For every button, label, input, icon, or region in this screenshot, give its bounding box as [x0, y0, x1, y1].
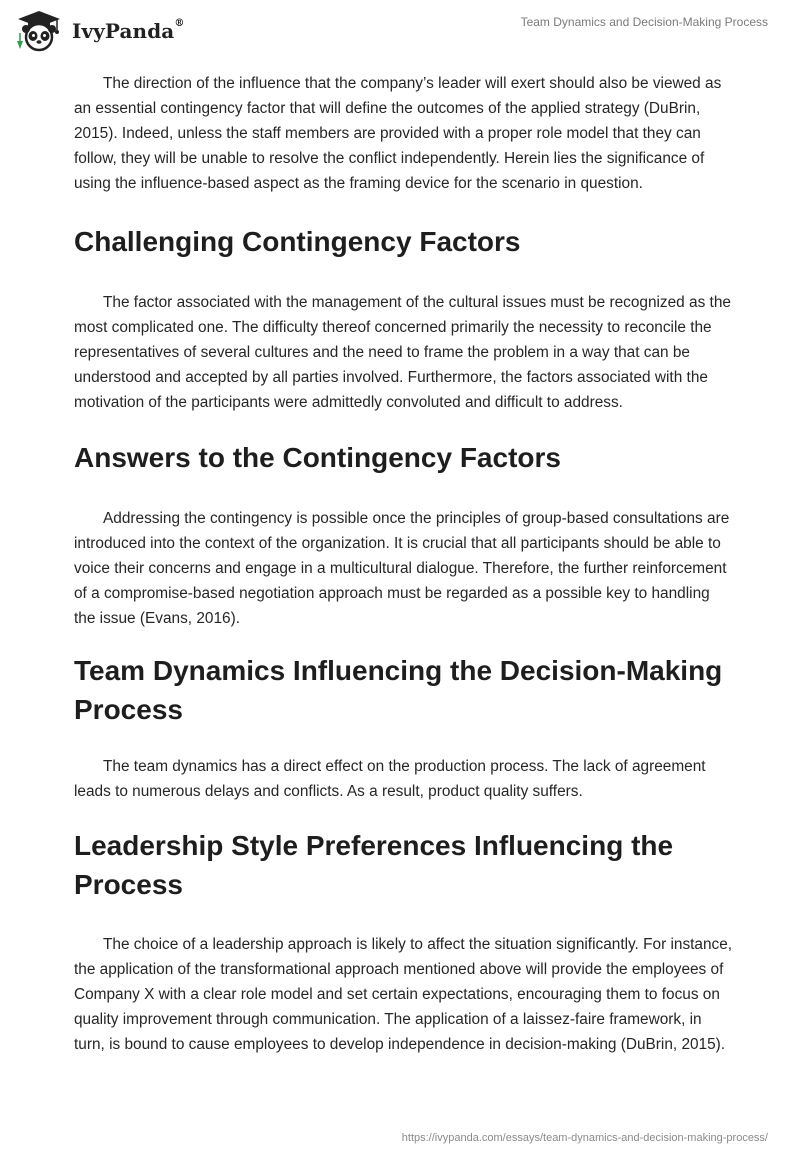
- paragraph-group-consultations: Addressing the contingency is possible once the principles of group-based consultations are introduced into the context of the organization. It is crucial that all participants should be able to voice their concerns and engage in a multicultural dialogue. Therefore, the further reinforcement of a compromise-based negotiation approach must be regarded as a possible key to handling the issue (Evans, 2016).: [74, 510, 730, 627]
- paragraph-influence-direction: The direction of the influence that the company’s leader will exert should also be viewed as an essential contingency factor that will define the outcomes of the applied strategy (DuBrin, 2015). Indeed, unless the staff members are provided with a proper role model that they can follow, they will be unable to resolve the conflict independently. Herein lies the significance of using the influence-based aspect as the framing device for the scenario in question.: [74, 75, 722, 192]
- heading-team-dynamics: Team Dynamics Influencing the Decision-Making Process: [74, 655, 723, 725]
- source-url-link[interactable]: https://ivypanda.com/essays/team-dynamics-and-decision-making-process/: [401, 1132, 768, 1144]
- paragraph-leadership-approach: The choice of a leadership approach is likely to affect the situation significantly. For instance, the application of the transformational approach mentioned above will provide the employees of Company X with a clear role model and set certain expectations, encouraging them to focus on quality improvement through communication. The application of a laissez-faire framework, in turn, is bound to cause employees to develop independence in decision-making (DuBrin, 2015).: [74, 936, 733, 1053]
- heading-challenging-factors: Challenging Contingency Factors: [74, 226, 521, 257]
- heading-answers: Answers to the Contingency Factors: [74, 442, 561, 473]
- heading-leadership-style: Leadership Style Preferences Influencing the Process: [74, 830, 674, 900]
- document-title: Team Dynamics and Decision-Making Process: [520, 15, 768, 29]
- brand-logo[interactable]: [14, 9, 184, 53]
- brand-name: IvyPanda®: [72, 18, 185, 43]
- paragraph-cultural-issues: The factor associated with the management of the cultural issues must be recognized as the most complicated one. The difficulty thereof concerned primarily the necessity to reconcile the representatives of several cultures and the need to frame the problem in a way that can be understood and accepted by all parties involved. Furthermore, the factors associated with the motivation of the participants were admittedly convoluted and difficult to address.: [74, 294, 731, 411]
- panda-graduate-logo-icon: [14, 9, 64, 53]
- page-header: [0, 0, 800, 60]
- essay-body: [74, 71, 734, 1057]
- paragraph-team-dynamics: The team dynamics has a direct effect on the production process. The lack of agreement leads to numerous delays and conflicts. As a result, product quality suffers.: [74, 758, 706, 800]
